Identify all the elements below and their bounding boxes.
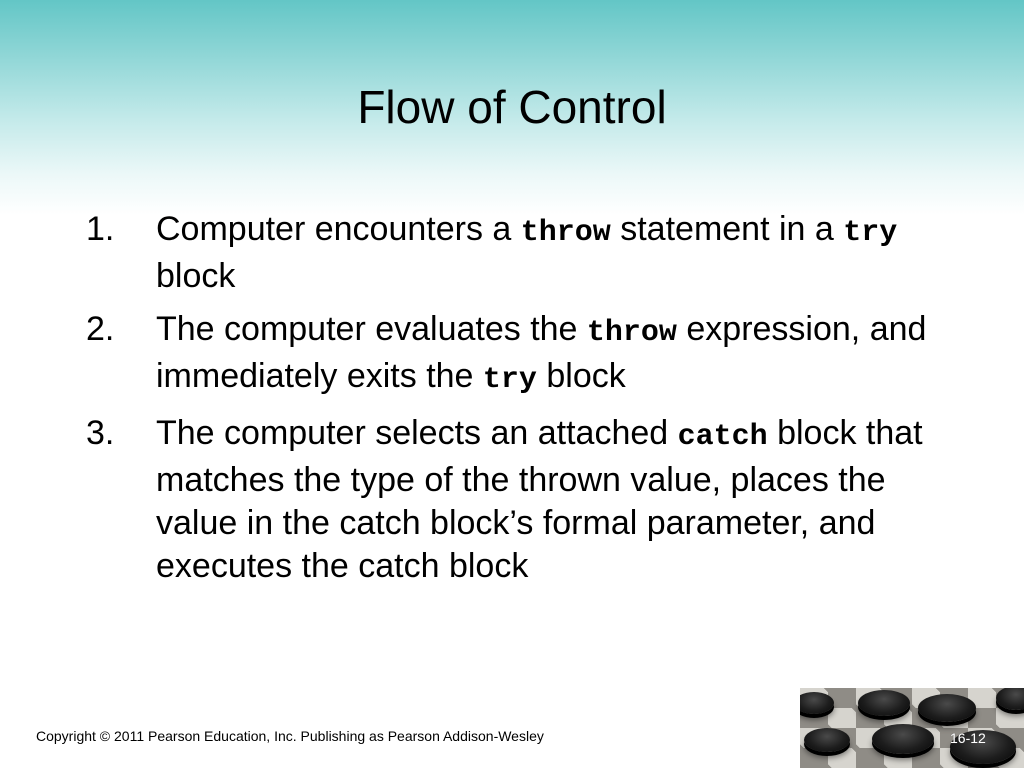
item-text: block that matches the type of the thrown value, places the value in the catch block’s formal parameter, and executes the catch block	[156, 414, 923, 585]
list-item	[86, 412, 956, 588]
item-text: block	[156, 257, 236, 295]
numbered-list	[86, 208, 956, 598]
slide-title: Flow of Control	[357, 81, 667, 133]
keyword-throw: throw	[520, 216, 611, 250]
checker-piece-icon	[996, 688, 1024, 710]
item-number: 3.	[86, 414, 115, 452]
item-text: statement in a	[610, 210, 844, 248]
list-item	[86, 208, 956, 298]
item-text: The computer evaluates the	[156, 310, 587, 348]
item-text: Computer encounters a	[156, 210, 521, 248]
keyword-try: try	[843, 216, 898, 250]
checker-piece-icon	[804, 728, 850, 752]
keyword-catch: catch	[677, 420, 768, 454]
keyword-throw: throw	[586, 316, 677, 350]
copyright-text: Copyright © 2011 Pearson Education, Inc. Publishing as Pearson Addison-Wesley	[36, 728, 544, 744]
item-text: The computer selects an attached	[156, 414, 678, 452]
page-number: 16-12	[950, 730, 986, 746]
item-text: block	[536, 357, 626, 395]
keyword-try: try	[482, 363, 537, 397]
checker-piece-icon	[872, 724, 934, 754]
item-number: 2.	[86, 310, 115, 348]
list-item	[86, 308, 956, 402]
checkers-board-image	[800, 688, 1024, 768]
checker-piece-icon	[918, 694, 976, 722]
checker-piece-icon	[800, 692, 834, 714]
checker-piece-icon	[858, 690, 910, 716]
item-text: expression, and immediately exits the	[156, 310, 927, 395]
item-number: 1.	[86, 210, 115, 248]
